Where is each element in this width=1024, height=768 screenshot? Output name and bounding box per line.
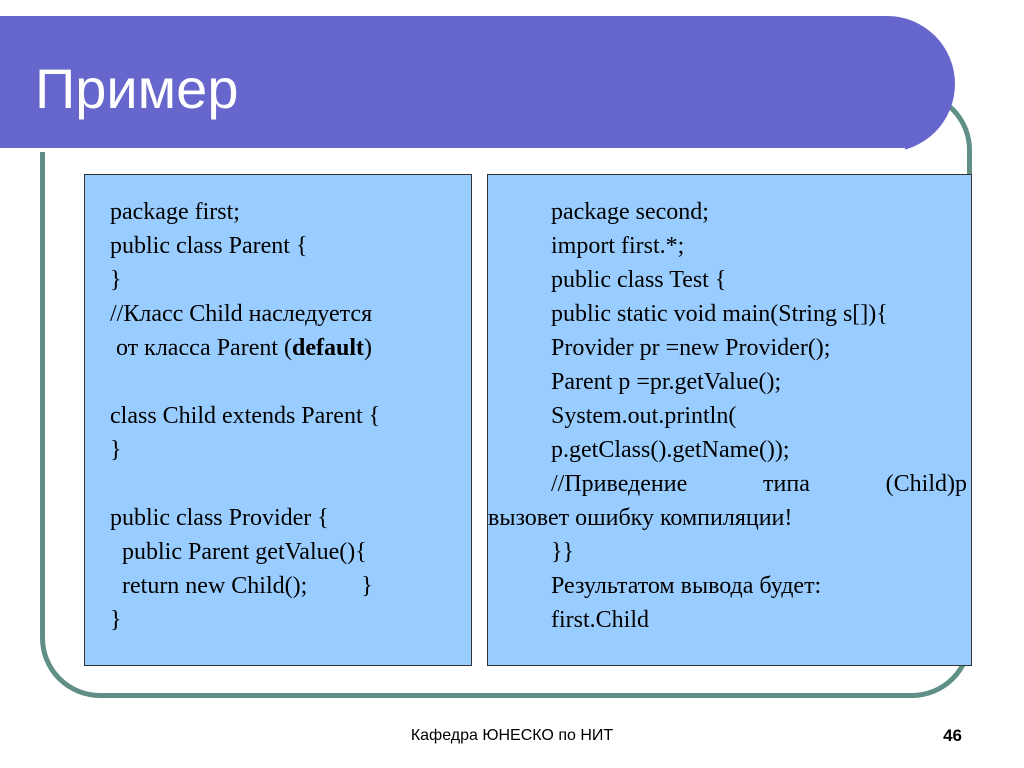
code-comment: вызовет ошибку компиляции! — [488, 505, 793, 531]
code-line: public Parent getValue(){ — [110, 539, 367, 565]
footer-text: Кафедра ЮНЕСКО по НИТ — [410, 727, 614, 744]
code-line: System.out.println( — [551, 403, 737, 429]
output-value: first.Child — [551, 607, 650, 633]
slide-title: Пример — [35, 57, 239, 120]
code-line: return new Child(); } — [110, 573, 373, 599]
comment-paren: ) — [364, 335, 373, 361]
code-comment: //Класс Child наследуется — [110, 301, 373, 327]
code-line: }} — [551, 539, 575, 565]
blank-line — [110, 365, 461, 399]
code-line: public static void main(String s[]){ — [551, 301, 888, 327]
code-comment — [513, 467, 967, 501]
code-line: public class Parent { — [110, 233, 308, 259]
code-line: public class Provider { — [110, 505, 329, 531]
comment-text: от класса Parent ( — [110, 335, 293, 361]
code-line: } — [110, 267, 122, 293]
blank-line — [110, 467, 461, 501]
default-keyword: default — [292, 335, 365, 361]
code-line: p.getClass().getName()); — [551, 437, 790, 463]
code-line: import first.*; — [551, 233, 685, 259]
left-code-box — [84, 174, 472, 666]
code-line: public class Test { — [551, 267, 727, 293]
code-line: Parent p =pr.getValue(); — [551, 369, 782, 395]
code-line: class Child extends Parent { — [110, 403, 381, 429]
title-bar — [0, 16, 955, 152]
comment-word: типа — [763, 471, 810, 497]
page-number: 46 — [943, 726, 962, 745]
output-caption: Результатом вывода будет: — [551, 573, 822, 599]
code-line: Provider pr =new Provider(); — [551, 335, 831, 361]
code-comment — [110, 331, 461, 365]
comment-word: //Приведение — [551, 471, 688, 497]
comment-word: (Child)p — [885, 471, 967, 497]
title-underline — [0, 148, 905, 152]
right-code-box — [487, 174, 972, 666]
code-line: } — [110, 437, 122, 463]
code-line: package second; — [551, 199, 709, 225]
code-line: package first; — [110, 199, 240, 225]
code-line: } — [110, 607, 122, 633]
